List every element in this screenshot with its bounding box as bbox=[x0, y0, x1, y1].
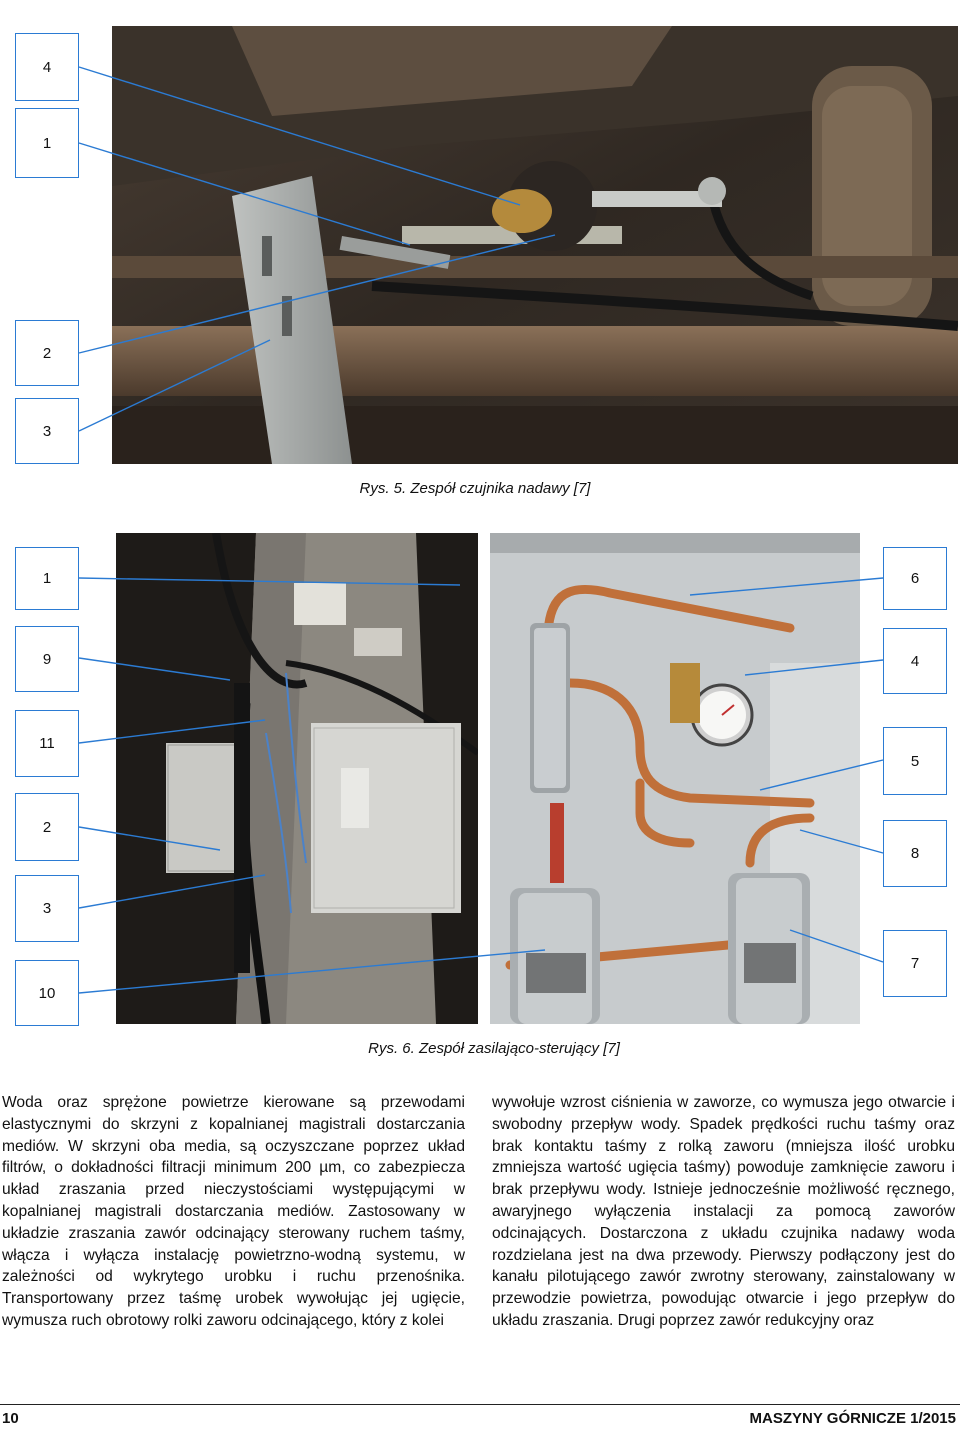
leader-line-8 bbox=[800, 830, 883, 853]
paragraph-left: Woda oraz sprężone powietrze kierowane są przewodami elastycznymi do skrzyni z kopalnianej magistrali dostarczania mediów. W skrzyni oba media, są oczyszczane poprzez układ filtrów, o dokładności filtracji minimum 200 µm, co zabezpiecza układ zraszania przed nieczystościami występującymi w kopalnianej magistrali dostarczania mediów. Zastosowany w układzie zraszania zawór odcinający sterowany ruchem taśmy, włącza i wyłącza instalację powietrzno-wodną systemu, w zależności od wykrytego urobku i ruchu przenośnika. Transportowany przez taśmę urobek wywołując jej ugięcie, wymusza ruch obrotowy rolki zaworu odcinającego, który z kolei bbox=[2, 1094, 465, 1329]
figure-5-label-3: 3 bbox=[15, 398, 79, 464]
page-number: 10 bbox=[2, 1410, 19, 1427]
journal-name: MASZYNY GÓRNICZE 1/2015 bbox=[749, 1410, 956, 1427]
figure-5-leader-lines bbox=[0, 0, 960, 480]
figure-6-label-5: 5 bbox=[883, 727, 947, 795]
leader-line-10 bbox=[79, 950, 545, 993]
paragraph-right: wywołuje wzrost ciśnienia w zaworze, co wymusza jego otwarcie i swobodny przepływ wody. Spadek prędkości ruchu taśmy oraz brak kontaktu taśmy z rolką zaworu (mniejsza ilość urobku zmniejsza wartość ugięcia taśmy) powoduje zamknięcie zaworu i brak przepływu wody. Istnieje jednocześnie możliwość ręcznego, awaryjnego wyłączenia instalacji za pomocą zaworów odcinających. Dostarczona z układu czujnika nadawy woda rozdzielana jest na dwa przewody. Pierwszy podłączony jest do kanału pilotującego zawór zwrotny sterowany, zainstalowany w przewodzie powietrza, powodując otwarcie i jego przepływ do układu zraszania. Drugi poprzez zawór redukcyjny oraz bbox=[492, 1094, 955, 1329]
figure-6-label-2: 2 bbox=[15, 793, 79, 861]
figure-6-label-4: 4 bbox=[883, 628, 947, 694]
figure-5-label-4: 4 bbox=[15, 33, 79, 101]
leader-line-4 bbox=[79, 67, 520, 205]
leader-line-2 bbox=[79, 827, 220, 850]
leader-line-11 bbox=[79, 720, 265, 743]
body-text-left-column bbox=[2, 1092, 465, 1332]
leader-line-3 bbox=[79, 340, 270, 431]
body-text-right-column bbox=[492, 1092, 955, 1332]
leader-line-9 bbox=[79, 658, 230, 680]
leader-line-3 bbox=[79, 875, 265, 908]
figure-6-label-10: 10 bbox=[15, 960, 79, 1026]
figure-5-label-1: 1 bbox=[15, 108, 79, 178]
figure-6-label-3: 3 bbox=[15, 875, 79, 942]
leader-line-2 bbox=[79, 235, 555, 353]
footer-rule bbox=[0, 1404, 960, 1405]
figure-6-label-7: 7 bbox=[883, 930, 947, 997]
leader-line-7 bbox=[790, 930, 883, 962]
figure-6-label-11: 11 bbox=[15, 710, 79, 777]
leader-line-4 bbox=[745, 660, 883, 675]
leader-line-1 bbox=[79, 143, 410, 245]
figure-6-label-8: 8 bbox=[883, 820, 947, 887]
figure-5-label-2: 2 bbox=[15, 320, 79, 386]
figure-5-caption: Rys. 5. Zespół czujnika nadawy [7] bbox=[359, 480, 591, 497]
figure-6-label-9: 9 bbox=[15, 626, 79, 692]
figure-6-label-6: 6 bbox=[883, 547, 947, 610]
figure-6-leader-lines bbox=[0, 530, 960, 1030]
figure-6-caption: Rys. 6. Zespół zasilająco-sterujący [7] bbox=[368, 1040, 620, 1057]
leader-line-1 bbox=[79, 578, 460, 585]
figure-6-label-1: 1 bbox=[15, 547, 79, 610]
leader-line-5 bbox=[760, 760, 883, 790]
leader-line-6 bbox=[690, 578, 883, 595]
